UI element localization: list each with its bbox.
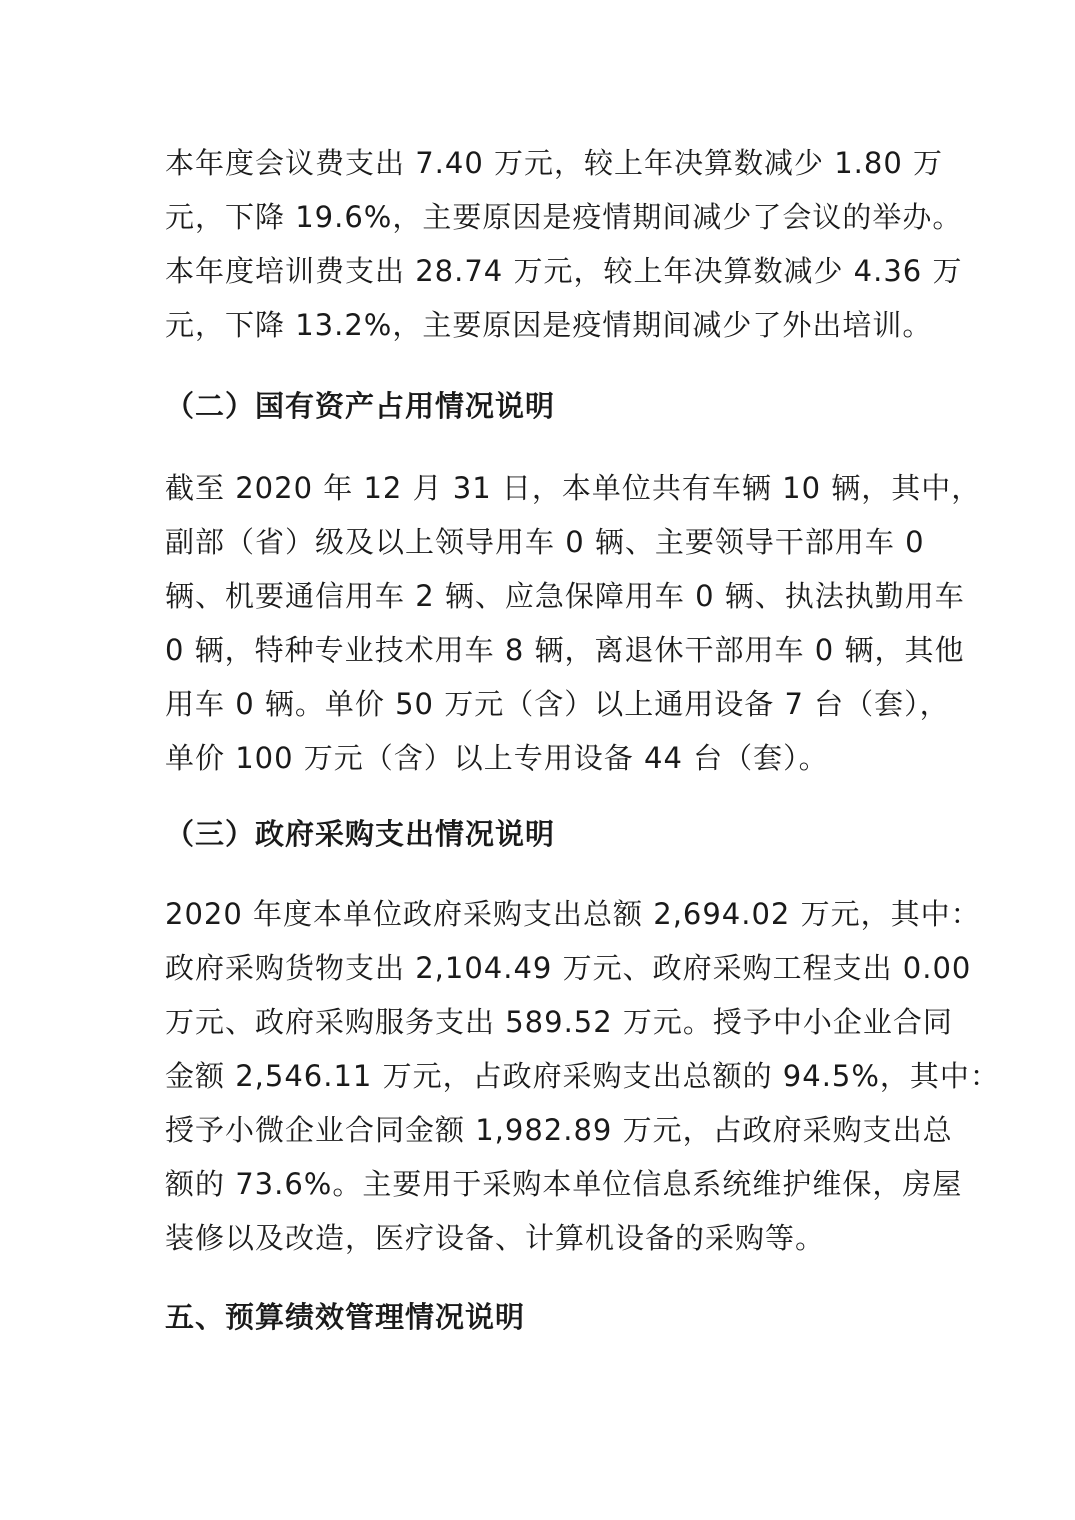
text-line: 本年度会议费支出 7.40 万元，较上年决算数减少 1.80 万: [165, 146, 944, 180]
text-line: 额的 73.6%。主要用于采购本单位信息系统维护维保，房屋: [165, 1167, 963, 1201]
text-line: 单价 100 万元（含）以上专用设备 44 台（套）。: [165, 741, 829, 775]
text-line: 本年度培训费支出 28.74 万元，较上年决算数减少 4.36 万: [165, 254, 963, 288]
paragraph-procurement: [165, 887, 1000, 1265]
text-line: 装修以及改造，医疗设备、计算机设备的采购等。: [165, 1221, 826, 1255]
section-heading-procurement: （三）政府采购支出情况说明: [165, 817, 556, 851]
text-line: 用车 0 辆。单价 50 万元（含）以上通用设备 7 台（套），: [165, 687, 950, 721]
section-heading-performance: 五、预算绩效管理情况说明: [165, 1300, 526, 1334]
text-line: 副部（省）级及以上领导用车 0 辆、主要领导干部用车 0: [165, 525, 925, 559]
text-line: 辆、机要通信用车 2 辆、应急保障用车 0 辆、执法执勤用车: [165, 579, 965, 613]
text-line: 0 辆，特种专业技术用车 8 辆，离退休干部用车 0 辆，其他: [165, 633, 965, 667]
text-line: 元，下降 13.2%，主要原因是疫情期间减少了外出培训。: [165, 308, 933, 342]
text-line: 金额 2,546.11 万元，占政府采购支出总额的 94.5%，其中：: [165, 1059, 1000, 1093]
text-line: 元，下降 19.6%，主要原因是疫情期间减少了会议的举办。: [165, 200, 963, 234]
text-line: 万元、政府采购服务支出 589.52 万元。授予中小企业合同: [165, 1005, 953, 1039]
paragraph-meeting-training-expenses: [165, 136, 963, 352]
section-heading-assets: （二）国有资产占用情况说明: [165, 389, 556, 423]
text-line: 2020 年度本单位政府采购支出总额 2,694.02 万元，其中：: [165, 897, 981, 931]
text-line: 政府采购货物支出 2,104.49 万元、政府采购工程支出 0.00: [165, 951, 972, 985]
text-line: 截至 2020 年 12 月 31 日，本单位共有车辆 10 辆，其中，: [165, 471, 982, 505]
paragraph-assets: [165, 461, 982, 785]
text-line: 授予小微企业合同金额 1,982.89 万元，占政府采购支出总: [165, 1113, 953, 1147]
